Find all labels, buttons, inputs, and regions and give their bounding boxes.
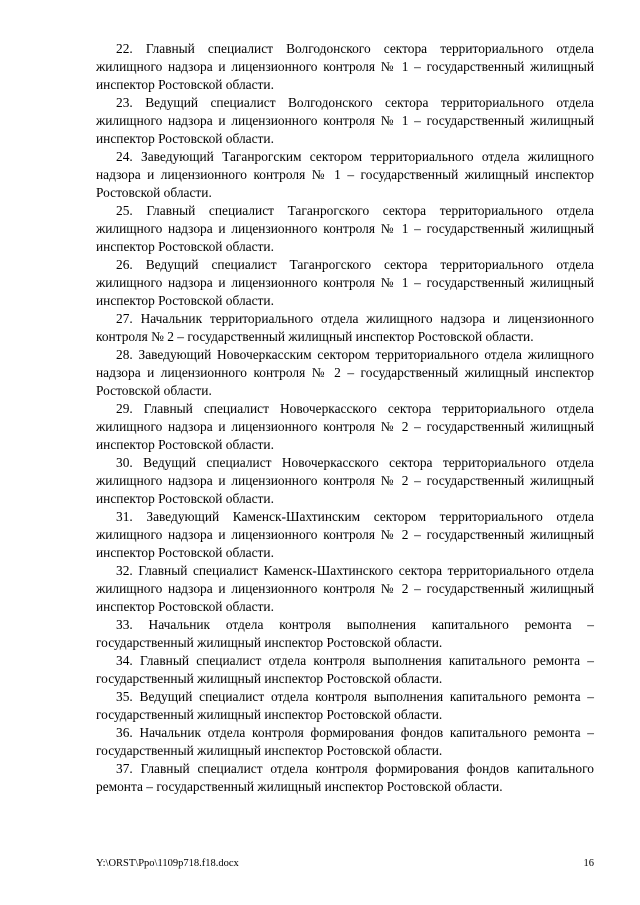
item-number: 32. [116, 563, 133, 578]
item-number: 29. [116, 401, 133, 416]
list-item [96, 40, 594, 94]
item-number: 24. [116, 149, 133, 164]
item-number: 34. [116, 653, 133, 668]
item-text: Ведущий специалист Таганрогского сектора территориального отдела жилищного надзора и лицензионного контроля № 1 – государственный жилищный инспектор Ростовской области. [96, 257, 594, 308]
item-number: 31. [116, 509, 133, 524]
item-text: Главный специалист отдела контроля выполнения капитального ремонта – государственный жилищный инспектор Ростовской области. [96, 653, 594, 686]
item-number: 33. [116, 617, 133, 632]
item-number: 25. [116, 203, 133, 218]
item-number: 37. [116, 761, 133, 776]
list-item [96, 616, 594, 652]
item-text: Главный специалист Каменск-Шахтинского сектора территориального отдела жилищного надзора и лицензионного контроля № 2 – государственный жилищный инспектор Ростовской области. [96, 563, 594, 614]
item-number: 36. [116, 725, 133, 740]
item-text: Ведущий специалист Волгодонского сектора территориального отдела жилищного надзора и лицензионного контроля № 1 – государственный жилищный инспектор Ростовской области. [96, 95, 594, 146]
list-item [96, 760, 594, 796]
list-item [96, 310, 594, 346]
item-number: 35. [116, 689, 133, 704]
item-text: Начальник отдела контроля формирования фондов капитального ремонта – государственный жилищный инспектор Ростовской области. [96, 725, 594, 758]
list-item [96, 454, 594, 508]
list-item [96, 346, 594, 400]
item-text: Главный специалист отдела контроля формирования фондов капитального ремонта – государственный жилищный инспектор Ростовской области. [96, 761, 594, 794]
list-item [96, 202, 594, 256]
item-number: 22. [116, 41, 133, 56]
list-item [96, 148, 594, 202]
item-number: 23. [116, 95, 133, 110]
item-text: Главный специалист Новочеркасского сектора территориального отдела жилищного надзора и лицензионного контроля № 2 – государственный жилищный инспектор Ростовской области. [96, 401, 595, 452]
item-text: Заведующий Таганрогским сектором территориального отдела жилищного надзора и лицензионного контроля № 1 – государственный жилищный инспектор Ростовской области. [96, 149, 594, 200]
item-number: 26. [116, 257, 133, 272]
list-item [96, 652, 594, 688]
document-body [96, 40, 594, 796]
item-text: Главный специалист Таганрогского сектора территориального отдела жилищного надзора и лицензионного контроля № 1 – государственный жилищный инспектор Ростовской области. [96, 203, 594, 254]
item-text: Заведующий Каменск-Шахтинским сектором территориального отдела жилищного надзора и лицензионного контроля № 2 – государственный жилищный инспектор Ростовской области. [96, 509, 594, 560]
list-item [96, 688, 594, 724]
item-text: Начальник отдела контроля выполнения капитального ремонта – государственный жилищный инспектор Ростовской области. [96, 617, 594, 650]
item-text: Заведующий Новочеркасским сектором территориального отдела жилищного надзора и лицензионного контроля № 2 – государственный жилищный инспектор Ростовской области. [96, 347, 594, 398]
item-text: Ведущий специалист отдела контроля выполнения капитального ремонта – государственный жилищный инспектор Ростовской области. [96, 689, 594, 722]
item-number: 27. [116, 311, 133, 326]
list-item [96, 94, 594, 148]
page-number: 16 [583, 858, 594, 869]
list-item [96, 508, 594, 562]
item-text: Главный специалист Волгодонского сектора территориального отдела жилищного надзора и лицензионного контроля № 1 – государственный жилищный инспектор Ростовской области. [96, 41, 594, 92]
list-item [96, 256, 594, 310]
item-text: Ведущий специалист Новочеркасского сектора территориального отдела жилищного надзора и лицензионного контроля № 2 – государственный жилищный инспектор Ростовской области. [96, 455, 594, 506]
list-item [96, 724, 594, 760]
item-number: 30. [116, 455, 133, 470]
list-item [96, 400, 594, 454]
file-path: Y:\ORST\Ppo\1109p718.f18.docx [96, 858, 239, 869]
list-item [96, 562, 594, 616]
item-number: 28. [116, 347, 133, 362]
item-text: Начальник территориального отдела жилищного надзора и лицензионного контроля № 2 – государственный жилищный инспектор Ростовской области. [96, 311, 594, 344]
